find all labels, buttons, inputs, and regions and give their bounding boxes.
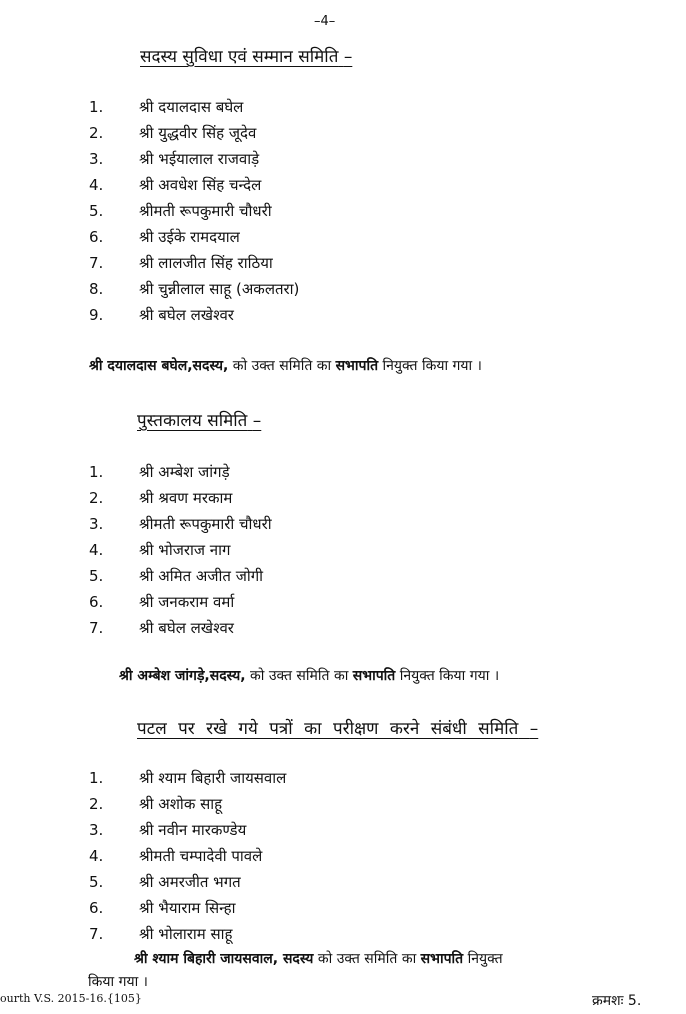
continued-marker: क्रमशः 5. — [592, 993, 642, 1009]
member-name: श्री नवीन मारकण्डेय — [139, 821, 247, 839]
item-number: 7. — [89, 619, 104, 637]
member-name: श्रीमती रूपकुमारी चौधरी — [139, 202, 272, 220]
member-name: श्री जनकराम वर्मा — [139, 593, 235, 611]
item-number: 1. — [89, 463, 104, 481]
item-number: 2. — [89, 489, 104, 507]
page-number: –4– — [314, 14, 336, 29]
statement-text: को उक्त समिति का — [313, 951, 421, 967]
item-number: 5. — [89, 873, 104, 891]
section-heading-member-facilities — [140, 44, 352, 67]
chairman-statement — [134, 948, 503, 970]
item-number: 3. — [89, 150, 104, 168]
item-number: 8. — [89, 280, 104, 298]
chairman-name: श्री अम्बेश जांगड़े,सदस्य, — [119, 668, 246, 684]
heading-dash: – — [252, 411, 262, 431]
item-number: 1. — [89, 98, 104, 116]
member-name: श्री श्याम बिहारी जायसवाल — [139, 769, 287, 787]
item-number: 5. — [89, 567, 104, 585]
item-number: 6. — [89, 899, 104, 917]
member-name: श्री भैयाराम सिन्हा — [139, 899, 236, 917]
chairman-statement-continued: किया गया । — [88, 974, 148, 990]
member-name: श्री भईयालाल राजवाड़े — [139, 150, 260, 168]
chairman-role: सभापति — [352, 668, 396, 684]
item-number: 6. — [89, 593, 104, 611]
member-name: श्री बघेल लखेश्वर — [139, 619, 234, 637]
member-name: श्री बघेल लखेश्वर — [139, 306, 234, 324]
member-name: श्री अवधेश सिंह चन्देल — [139, 176, 262, 194]
chairman-statement — [119, 665, 499, 687]
item-number: 3. — [89, 821, 104, 839]
chairman-name: श्री दयालदास बघेल,सदस्य, — [89, 358, 229, 374]
member-name: श्री अम्बेश जांगड़े — [139, 463, 230, 481]
member-name: श्रीमती चम्पादेवी पावले — [139, 847, 263, 865]
member-name: श्री अशोक साहू — [139, 795, 223, 813]
section-heading-papers-committee — [137, 716, 538, 739]
member-name: श्री चुन्नीलाल साहू (अकलतरा) — [139, 280, 300, 298]
heading-dash: – — [529, 719, 539, 739]
member-name: श्री उईके रामदयाल — [139, 228, 240, 246]
item-number: 2. — [89, 795, 104, 813]
heading-text: सदस्य सुविधा एवं सम्मान समिति — [140, 47, 339, 67]
item-number: 6. — [89, 228, 104, 246]
item-number: 2. — [89, 124, 104, 142]
heading-dash: – — [343, 47, 353, 67]
chairman-role: सभापति — [420, 951, 464, 967]
heading-text: पटल पर रखे गये पत्रों का परीक्षण करने संबंधी समिति — [137, 719, 519, 739]
item-number: 4. — [89, 847, 104, 865]
statement-text: नियुक्त — [463, 951, 503, 967]
chairman-role: सभापति — [335, 358, 379, 374]
item-number: 3. — [89, 515, 104, 533]
heading-text: पुस्तकालय समिति — [137, 411, 248, 431]
section-heading-library — [137, 408, 261, 431]
member-name: श्री युद्धवीर सिंह जूदेव — [139, 124, 257, 142]
member-name: श्रीमती रूपकुमारी चौधरी — [139, 515, 272, 533]
member-name: श्री अमरजीत भगत — [139, 873, 241, 891]
item-number: 5. — [89, 202, 104, 220]
member-name: श्री लालजीत सिंह राठिया — [139, 254, 273, 272]
item-number: 7. — [89, 925, 104, 943]
member-name: श्री श्रवण मरकाम — [139, 489, 233, 507]
statement-text: नियुक्त किया गया । — [378, 358, 482, 374]
statement-text: को उक्त समिति का — [245, 668, 353, 684]
item-number: 4. — [89, 176, 104, 194]
statement-text: को उक्त समिति का — [228, 358, 336, 374]
item-number: 4. — [89, 541, 104, 559]
member-name: श्री भोलाराम साहू — [139, 925, 233, 943]
chairman-name: श्री श्याम बिहारी जायसवाल, सदस्य — [134, 951, 314, 967]
item-number: 9. — [89, 306, 104, 324]
statement-text: नियुक्त किया गया । — [395, 668, 500, 684]
member-name: श्री दयालदास बघेल — [139, 98, 244, 116]
footer-reference: ourth V.S. 2015-16.{105} — [0, 992, 142, 1005]
member-name: श्री भोजराज नाग — [139, 541, 231, 559]
item-number: 1. — [89, 769, 104, 787]
chairman-statement — [89, 355, 482, 377]
item-number: 7. — [89, 254, 104, 272]
member-name: श्री अमित अजीत जोगी — [139, 567, 264, 585]
